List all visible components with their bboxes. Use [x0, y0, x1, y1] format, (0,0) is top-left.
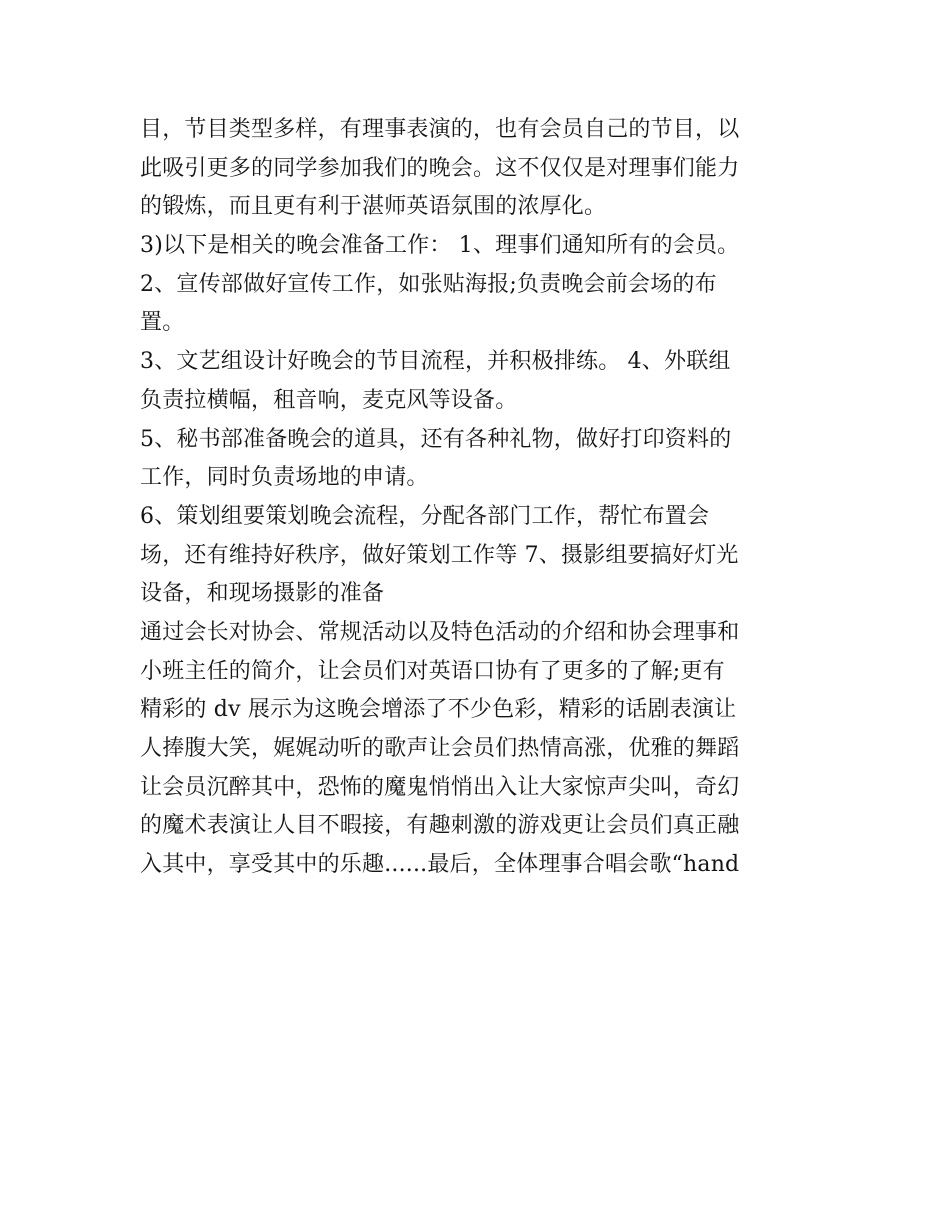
text-line: 人捧腹大笑，娓娓动听的歌声让会员们热情高涨，优雅的舞蹈: [140, 736, 740, 761]
text-line: 2、宣传部做好宣传工作，如张贴海报;负责晚会前会场的布: [140, 271, 717, 297]
text-line: 3、文艺组设计好晚会的节目流程，并积极排练。 4、外联组: [140, 349, 731, 375]
text-line: 精彩的 dv 展示为这晚会增添了不少色彩，精彩的话剧表演让: [140, 697, 737, 723]
text-line: 通过会长对协会、常规活动以及特色活动的介绍和协会理事和: [140, 619, 740, 645]
text-line: 负责拉横幅，租音响，麦克风等设备。: [140, 387, 518, 413]
text-line: 目，节目类型多样，有理事表演的，也有会员自己的节目，以: [140, 117, 740, 142]
text-line: 的魔术表演让人目不暇接，有趣刺激的游戏更让会员们真正融: [140, 813, 740, 839]
text-line: 此吸引更多的同学参加我们的晚会。这不仅仅是对理事们能力: [140, 155, 740, 181]
text-line: 6、策划组要策划晚会流程，分配各部门工作，帮忙布置会: [140, 503, 710, 529]
text-line: 工作，同时负责场地的申请。: [140, 465, 429, 491]
text-line: 5、秘书部准备晚会的道具，还有各种礼物，做好打印资料的: [140, 426, 732, 452]
text-line: 的锻炼，而且更有利于湛师英语氛围的浓厚化。: [140, 194, 607, 220]
text-line: 3)以下是相关的晚会准备工作： 1、理事们通知所有的会员。: [140, 233, 740, 259]
text-line: 设备，和现场摄影的准备: [140, 581, 385, 607]
text-line: 置。: [140, 310, 185, 336]
text-line: 场，还有维持好秩序，做好策划工作等 7、摄影组要搞好灯光: [140, 542, 739, 568]
document-body: [140, 111, 820, 885]
text-line: 小班主任的简介，让会员们对英语口协有了更多的了解;更有: [140, 658, 725, 684]
text-line: 让会员沉醉其中，恐怖的魔鬼悄悄出入让大家惊声尖叫，奇幻: [140, 774, 740, 800]
text-line: 入其中，享受其中的乐趣......最后，全体理事合唱会歌“hand: [140, 852, 740, 878]
